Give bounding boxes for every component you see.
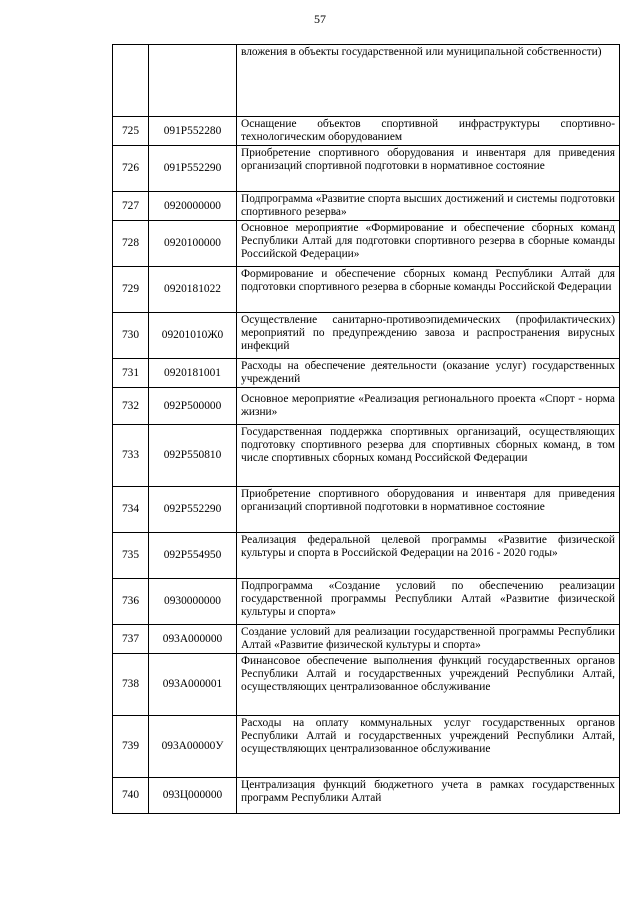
row-number: 726 xyxy=(113,146,149,192)
table-row xyxy=(113,625,620,654)
expense-name: Формирование и обеспечение сборных команд Республики Алтай для подготовки спортивного резерва в сборные команды Российской Федерации xyxy=(237,267,620,313)
target-article-code: 092P552290 xyxy=(149,487,237,533)
expense-name: Приобретение спортивного оборудования и инвентаря для приведения организаций спортивной подготовки в нормативное состояние xyxy=(237,487,620,533)
row-number: 735 xyxy=(113,533,149,579)
table-row xyxy=(113,146,620,192)
expense-name: вложения в объекты государственной или муниципальной собственности) xyxy=(237,45,620,117)
expense-name: Реализация федеральной целевой программы «Развитие физической культуры и спорта в Российской Федерации на 2016 - 2020 годы» xyxy=(237,533,620,579)
expense-name: Основное мероприятие «Реализация регионального проекта «Спорт - норма жизни» xyxy=(237,388,620,425)
page-number: 57 xyxy=(314,12,326,26)
expense-name: Создание условий для реализации государственной программы Республики Алтай «Развитие физической культуры и спорта» xyxy=(237,625,620,654)
row-number: 727 xyxy=(113,192,149,221)
expense-name: Расходы на оплату коммунальных услуг государственных органов Республики Алтай и государственных учреждений Республики Алтай, осуществляющих централизованное обслуживание xyxy=(237,716,620,778)
table-row xyxy=(113,579,620,625)
row-number: 725 xyxy=(113,117,149,146)
row-number: 738 xyxy=(113,654,149,716)
table-row xyxy=(113,716,620,778)
target-article-code: 0920181001 xyxy=(149,359,237,388)
table-row xyxy=(113,487,620,533)
target-article-code: 0920100000 xyxy=(149,221,237,267)
table-row xyxy=(113,221,620,267)
row-number: 739 xyxy=(113,716,149,778)
expense-name: Осуществление санитарно-противоэпидемических (профилактических) мероприятий по предупреждению завоза и распространения вирусных инфекций xyxy=(237,313,620,359)
expense-name: Расходы на обеспечение деятельности (оказание услуг) государственных учреждений xyxy=(237,359,620,388)
row-number: 729 xyxy=(113,267,149,313)
budget-classification-table xyxy=(112,44,620,814)
row-number: 728 xyxy=(113,221,149,267)
table-row xyxy=(113,359,620,388)
row-number: 736 xyxy=(113,579,149,625)
row-number: 740 xyxy=(113,778,149,814)
table-row xyxy=(113,192,620,221)
target-article-code: 0930000000 xyxy=(149,579,237,625)
table-row xyxy=(113,388,620,425)
row-number: 734 xyxy=(113,487,149,533)
target-article-code: 092P550810 xyxy=(149,425,237,487)
row-number: 730 xyxy=(113,313,149,359)
table-row xyxy=(113,45,620,117)
target-article-code: 091P552280 xyxy=(149,117,237,146)
target-article-code: 0920000000 xyxy=(149,192,237,221)
row-number: 732 xyxy=(113,388,149,425)
target-article-code: 093A00000У xyxy=(149,716,237,778)
target-article-code: 0920181022 xyxy=(149,267,237,313)
target-article-code: 092P554950 xyxy=(149,533,237,579)
table-row xyxy=(113,117,620,146)
row-number: 731 xyxy=(113,359,149,388)
expense-name: Оснащение объектов спортивной инфраструктуры спортивно-технологическим оборудованием xyxy=(237,117,620,146)
target-article-code: 093A000001 xyxy=(149,654,237,716)
expense-name: Основное мероприятие «Формирование и обеспечение сборных команд Республики Алтай для подготовки спортивного резерва в сборные команды Российской Федерации» xyxy=(237,221,620,267)
target-article-code: 093A000000 xyxy=(149,625,237,654)
target-article-code: 09201010Ж0 xyxy=(149,313,237,359)
expense-name: Приобретение спортивного оборудования и инвентаря для приведения организаций спортивной подготовки в нормативное состояние xyxy=(237,146,620,192)
target-article-code xyxy=(149,45,237,117)
expense-name: Подпрограмма «Создание условий по обеспечению реализации государственной программы Республики Алтай «Развитие физической культуры и спорта» xyxy=(237,579,620,625)
row-number xyxy=(113,45,149,117)
expense-name: Государственная поддержка спортивных организаций, осуществляющих подготовку спортивного резерва для спортивных сборных команд, в том числе спортивных сборных команд Российской Федерации xyxy=(237,425,620,487)
target-article-code: 091P552290 xyxy=(149,146,237,192)
table-row xyxy=(113,425,620,487)
expense-name: Централизация функций бюджетного учета в рамках государственных программ Республики Алтай xyxy=(237,778,620,814)
table-row xyxy=(113,654,620,716)
row-number: 733 xyxy=(113,425,149,487)
target-article-code: 092P500000 xyxy=(149,388,237,425)
row-number: 737 xyxy=(113,625,149,654)
expense-name: Финансовое обеспечение выполнения функций государственных органов Республики Алтай и государственных учреждений Республики Алтай, осуществляющих централизованное обслуживание xyxy=(237,654,620,716)
table-row xyxy=(113,533,620,579)
table-row xyxy=(113,267,620,313)
expense-name: Подпрограмма «Развитие спорта высших достижений и системы подготовки спортивного резерва» xyxy=(237,192,620,221)
target-article-code: 093Ц000000 xyxy=(149,778,237,814)
table-row xyxy=(113,313,620,359)
table-row xyxy=(113,778,620,814)
